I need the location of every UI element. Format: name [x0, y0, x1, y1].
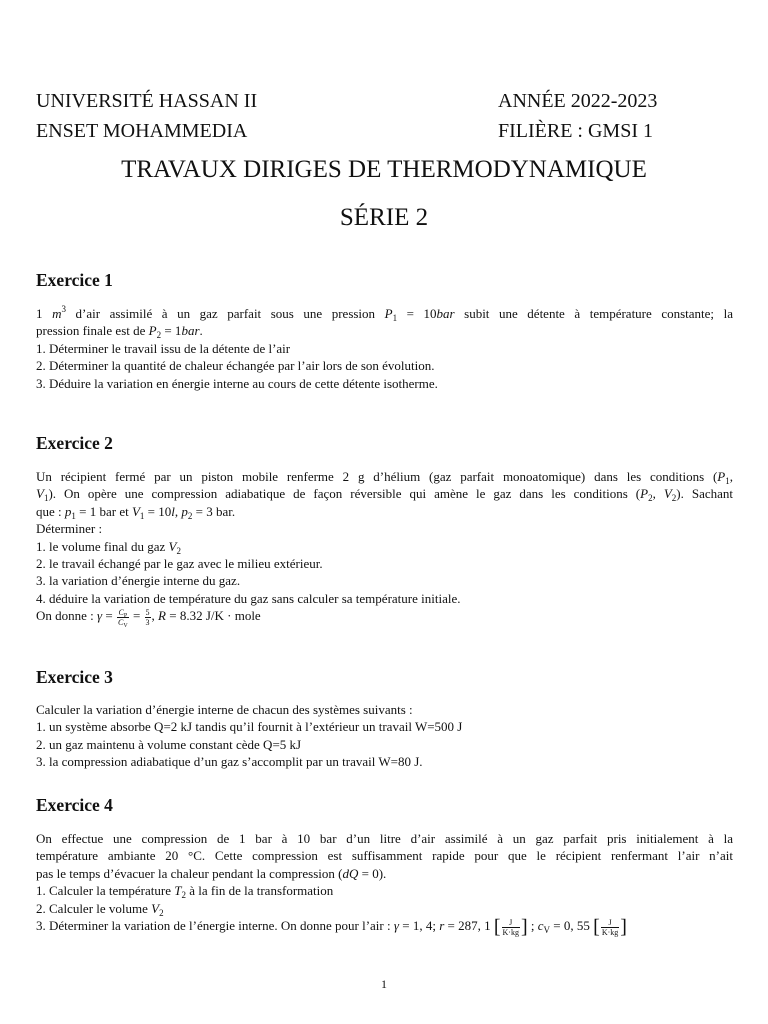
- school-name: ENSET MOHAMMEDIA: [36, 120, 248, 142]
- unit-fraction-r: $\frac{J}{K\cdot kg}$: [502, 917, 519, 937]
- academic-year: ANNÉE 2022-2023: [498, 90, 658, 112]
- exercise-3-intro: Calculer la variation d’énergie interne de chacun des systèmes suivants :: [36, 702, 413, 717]
- exercise-3-question-2: 2. un gaz maintenu à volume constant cède Q=5 kJ: [36, 736, 302, 752]
- exercise-4-statement-line-2: température ambiante 20 °C. Cette compression est suffisamment rapide pour que le récipient renfermant l’air n’ait: [36, 848, 733, 864]
- exercise-2-statement-line-2: $V_1$). On opère une compression adiabatique de façon réversible qui amène le gaz dans les conditions ($P_2$, $V_2$). Sachant: [36, 486, 734, 504]
- series-title: SÉRIE 2: [339, 204, 429, 231]
- exercise-4-statement-line-1: On effectue une compression de 1 bar à 10 bar d’un litre d’air assimilé à un gaz parfait pris initialement à la: [36, 831, 733, 846]
- unit-fraction-cv: $\frac{J}{K\cdot kg}$: [601, 917, 619, 937]
- exercise-2-question-3: 3. la variation d’énergie interne du gaz.: [36, 573, 241, 589]
- exercise-1-heading: Exercice 1: [36, 270, 113, 290]
- document-title: TRAVAUX DIRIGES DE THERMODYNAMIQUE: [121, 156, 647, 183]
- exercise-2-statement-line-1: Un récipient fermé par un piston mobile renferme 2 g d’hélium (gaz parfait monoatomique) dans les conditions ($P_1$,: [36, 469, 733, 486]
- exercise-2-body: [36, 468, 733, 627]
- exercise-4-statement-line-3: pas le temps d’évacuer la chaleur pendant la compression (dQ = 0).: [36, 865, 387, 881]
- exercise-3-question-3: 3. la compression adiabatique d’un gaz s’accomplit par un travail W=80 J.: [36, 754, 423, 770]
- university-name: UNIVERSITÉ HASSAN II: [36, 90, 258, 112]
- exercise-3-heading: Exercice 3: [36, 667, 113, 687]
- right-bracket: ]: [620, 916, 627, 939]
- exercise-1-statement-line-1: 1 $m^3$ d’air assimilé à un gaz parfait sous une pression $P_1 = 10bar$ subit une détente à température constante; la: [36, 304, 733, 323]
- exercise-2-given-data: On donne : γ = $\frac{C_P}{C_V}$ = $\frac{5}{3}$ , R = 8.32 J/K · mole: [36, 607, 261, 629]
- right-bracket: ]: [520, 916, 528, 939]
- exercise-4-question-1: 1. Calculer la température $T_2$ à la fin de la transformation: [36, 883, 334, 901]
- exercise-2-question-1: 1. le volume final du gaz $V_2$: [36, 538, 181, 556]
- fraction-cp-over-cv: $\frac{C_P}{C_V}$: [118, 607, 128, 629]
- exercise-1-question-3: 3. Déduire la variation en énergie interne au cours de cette détente isotherme.: [36, 375, 438, 391]
- exercise-2-statement-line-3: que : $p_1 = 1$ bar et $V_1 = 10l$, $p_2 = 3$ bar.: [36, 503, 236, 521]
- exercise-1-statement-line-2: pression finale est de $P_2 = 1bar$.: [36, 323, 203, 341]
- left-bracket: [: [593, 916, 600, 939]
- exercise-1-body: [36, 305, 733, 392]
- exercise-3-question-1: 1. un système absorbe Q=2 kJ tandis qu’il fournit à l’extérieur un travail W=500 J: [36, 719, 463, 735]
- exercise-1-question-2: 2. Déterminer la quantité de chaleur échangée par l’air lors de son évolution.: [36, 358, 435, 374]
- fraction-five-thirds: $\frac{5}{3}$: [145, 607, 150, 627]
- header-year-program: [498, 86, 657, 146]
- exercise-2-question-4: 4. déduire la variation de température du gaz sans calculer sa température initiale.: [36, 590, 461, 606]
- exercise-3-body: [36, 701, 733, 771]
- page-number: 1: [381, 977, 387, 991]
- exercise-4-question-2: 2. Calculer le volume $V_2$: [36, 900, 164, 918]
- header-institution: [36, 86, 257, 146]
- exercise-2-determine-label: Déterminer :: [36, 521, 103, 537]
- exercise-4-question-3: 3. Déterminer la variation de l’énergie interne. On donne pour l’air : γ = 1, 4; r = 287, 1 [ $\frac{J}{K\cdot kg}$ ] ; $c_V = 0$, 55 [ $\frac{J}{K\cdot kg}$ ]: [36, 916, 627, 939]
- exercise-2-question-2: 2. le travail échangé par le gaz avec le milieu extérieur.: [36, 556, 323, 572]
- exercise-4-heading: Exercice 4: [36, 795, 113, 815]
- program-name: FILIÈRE : GMSI 1: [498, 120, 653, 142]
- left-bracket: [: [493, 916, 501, 939]
- exercise-1-question-1: 1. Déterminer le travail issu de la détente de l’air: [36, 340, 291, 356]
- exercise-4-body: [36, 830, 733, 937]
- exercise-2-heading: Exercice 2: [36, 433, 113, 453]
